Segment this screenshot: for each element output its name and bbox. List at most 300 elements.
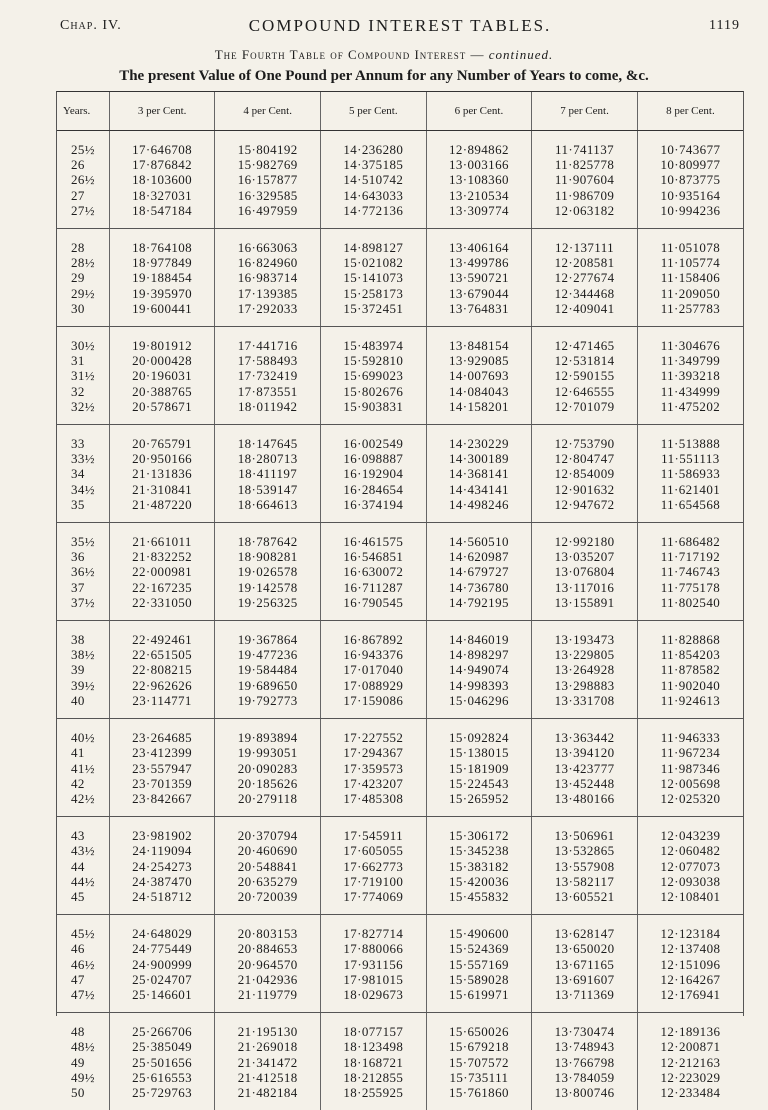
value-3pct: 22·651505 bbox=[109, 647, 215, 662]
value-8pct: 11·586933 bbox=[637, 466, 743, 481]
value-6pct: 15·589028 bbox=[426, 972, 532, 987]
value-6pct: 14·007693 bbox=[426, 368, 532, 383]
value-4pct: 20·884653 bbox=[215, 941, 321, 956]
value-3pct: 20·950166 bbox=[109, 451, 215, 466]
value-6pct: 15·046296 bbox=[426, 693, 532, 719]
value-7pct: 13·730474 bbox=[532, 1013, 638, 1040]
value-4pct: 18·787642 bbox=[215, 523, 321, 550]
page-number: 1119 bbox=[709, 18, 740, 34]
value-5pct: 17·088929 bbox=[321, 678, 427, 693]
value-3pct: 18·764108 bbox=[109, 229, 215, 256]
value-6pct: 15·345238 bbox=[426, 843, 532, 858]
year-cell: 26 bbox=[57, 157, 109, 172]
value-8pct: 12·223029 bbox=[637, 1070, 743, 1085]
value-3pct: 23·842667 bbox=[109, 791, 215, 817]
value-8pct: 12·123184 bbox=[637, 915, 743, 942]
table-row bbox=[57, 549, 743, 564]
value-8pct: 10·809977 bbox=[637, 157, 743, 172]
value-4pct: 21·042936 bbox=[215, 972, 321, 987]
value-7pct: 11·986709 bbox=[532, 188, 638, 203]
value-5pct: 15·021082 bbox=[321, 255, 427, 270]
header-row bbox=[57, 92, 743, 131]
value-8pct: 12·043239 bbox=[637, 817, 743, 844]
value-3pct: 25·501656 bbox=[109, 1055, 215, 1070]
subtitle-main: The Fourth Table of Compound Interest — bbox=[215, 47, 485, 62]
value-6pct: 14·736780 bbox=[426, 580, 532, 595]
value-5pct: 15·592810 bbox=[321, 353, 427, 368]
value-6pct: 15·181909 bbox=[426, 761, 532, 776]
value-4pct: 21·482184 bbox=[215, 1085, 321, 1110]
value-3pct: 19·395970 bbox=[109, 286, 215, 301]
value-8pct: 11·854203 bbox=[637, 647, 743, 662]
value-7pct: 13·298883 bbox=[532, 678, 638, 693]
year-cell: 31 bbox=[57, 353, 109, 368]
value-3pct: 25·266706 bbox=[109, 1013, 215, 1040]
table-row bbox=[57, 172, 743, 187]
value-3pct: 19·600441 bbox=[109, 301, 215, 327]
running-head bbox=[60, 16, 740, 40]
value-7pct: 13·605521 bbox=[532, 889, 638, 915]
value-8pct: 12·005698 bbox=[637, 776, 743, 791]
table-row bbox=[57, 941, 743, 956]
value-7pct: 12·590155 bbox=[532, 368, 638, 383]
value-4pct: 16·983714 bbox=[215, 270, 321, 285]
value-7pct: 13·193473 bbox=[532, 621, 638, 648]
year-cell: 36½ bbox=[57, 564, 109, 579]
chapter-label: Chap. IV. bbox=[60, 18, 122, 34]
value-8pct: 12·176941 bbox=[637, 987, 743, 1013]
value-7pct: 12·344468 bbox=[532, 286, 638, 301]
value-8pct: 10·994236 bbox=[637, 203, 743, 229]
value-5pct: 16·284654 bbox=[321, 482, 427, 497]
value-8pct: 11·717192 bbox=[637, 549, 743, 564]
value-7pct: 12·854009 bbox=[532, 466, 638, 481]
value-3pct: 24·254273 bbox=[109, 859, 215, 874]
year-cell: 25½ bbox=[57, 131, 109, 158]
year-cell: 33 bbox=[57, 425, 109, 452]
value-4pct: 20·279118 bbox=[215, 791, 321, 817]
value-3pct: 21·487220 bbox=[109, 497, 215, 523]
year-cell: 28 bbox=[57, 229, 109, 256]
value-7pct: 13·480166 bbox=[532, 791, 638, 817]
value-3pct: 18·103600 bbox=[109, 172, 215, 187]
value-5pct: 15·699023 bbox=[321, 368, 427, 383]
value-8pct: 10·743677 bbox=[637, 131, 743, 158]
value-8pct: 11·746743 bbox=[637, 564, 743, 579]
year-cell: 49½ bbox=[57, 1070, 109, 1085]
table-row bbox=[57, 451, 743, 466]
table-row bbox=[57, 564, 743, 579]
year-cell: 29½ bbox=[57, 286, 109, 301]
value-6pct: 13·590721 bbox=[426, 270, 532, 285]
value-5pct: 17·662773 bbox=[321, 859, 427, 874]
table-row bbox=[57, 229, 743, 256]
year-cell: 41 bbox=[57, 745, 109, 760]
value-7pct: 12·531814 bbox=[532, 353, 638, 368]
value-6pct: 15·455832 bbox=[426, 889, 532, 915]
table-row bbox=[57, 1085, 743, 1110]
table-row bbox=[57, 761, 743, 776]
value-5pct: 17·981015 bbox=[321, 972, 427, 987]
value-3pct: 23·701359 bbox=[109, 776, 215, 791]
value-4pct: 19·893894 bbox=[215, 719, 321, 746]
year-cell: 37 bbox=[57, 580, 109, 595]
value-6pct: 13·210534 bbox=[426, 188, 532, 203]
value-3pct: 24·775449 bbox=[109, 941, 215, 956]
value-5pct: 17·017040 bbox=[321, 662, 427, 677]
value-8pct: 12·164267 bbox=[637, 972, 743, 987]
value-7pct: 13·532865 bbox=[532, 843, 638, 858]
value-7pct: 13·452448 bbox=[532, 776, 638, 791]
value-6pct: 15·224543 bbox=[426, 776, 532, 791]
table-row bbox=[57, 1070, 743, 1085]
table-row bbox=[57, 1013, 743, 1040]
table-row bbox=[57, 384, 743, 399]
value-8pct: 12·108401 bbox=[637, 889, 743, 915]
table-row bbox=[57, 745, 743, 760]
value-7pct: 12·208581 bbox=[532, 255, 638, 270]
value-5pct: 14·772136 bbox=[321, 203, 427, 229]
col-header-3pct: 3 per Cent. bbox=[109, 92, 215, 131]
table-row bbox=[57, 678, 743, 693]
value-8pct: 12·137408 bbox=[637, 941, 743, 956]
year-cell: 35½ bbox=[57, 523, 109, 550]
value-6pct: 13·679044 bbox=[426, 286, 532, 301]
value-3pct: 22·808215 bbox=[109, 662, 215, 677]
value-4pct: 15·804192 bbox=[215, 131, 321, 158]
table-row bbox=[57, 662, 743, 677]
value-4pct: 18·280713 bbox=[215, 451, 321, 466]
table-row bbox=[57, 270, 743, 285]
value-8pct: 11·924613 bbox=[637, 693, 743, 719]
value-5pct: 18·255925 bbox=[321, 1085, 427, 1110]
col-header-5pct: 5 per Cent. bbox=[321, 92, 427, 131]
value-8pct: 11·434999 bbox=[637, 384, 743, 399]
table-row bbox=[57, 255, 743, 270]
year-cell: 48½ bbox=[57, 1039, 109, 1054]
value-3pct: 23·264685 bbox=[109, 719, 215, 746]
table-row bbox=[57, 399, 743, 425]
value-7pct: 13·557908 bbox=[532, 859, 638, 874]
value-3pct: 20·000428 bbox=[109, 353, 215, 368]
table-row bbox=[57, 1055, 743, 1070]
table-row bbox=[57, 595, 743, 621]
value-6pct: 15·383182 bbox=[426, 859, 532, 874]
year-cell: 35 bbox=[57, 497, 109, 523]
value-5pct: 17·294367 bbox=[321, 745, 427, 760]
value-6pct: 15·265952 bbox=[426, 791, 532, 817]
value-8pct: 11·775178 bbox=[637, 580, 743, 595]
value-6pct: 15·707572 bbox=[426, 1055, 532, 1070]
table-row bbox=[57, 776, 743, 791]
value-8pct: 11·967234 bbox=[637, 745, 743, 760]
value-8pct: 12·200871 bbox=[637, 1039, 743, 1054]
value-5pct: 16·098887 bbox=[321, 451, 427, 466]
value-4pct: 19·993051 bbox=[215, 745, 321, 760]
value-6pct: 14·434141 bbox=[426, 482, 532, 497]
year-cell: 39 bbox=[57, 662, 109, 677]
value-4pct: 18·411197 bbox=[215, 466, 321, 481]
value-8pct: 10·935164 bbox=[637, 188, 743, 203]
value-7pct: 11·741137 bbox=[532, 131, 638, 158]
table-row bbox=[57, 889, 743, 915]
value-7pct: 13·628147 bbox=[532, 915, 638, 942]
value-3pct: 17·646708 bbox=[109, 131, 215, 158]
value-7pct: 13·076804 bbox=[532, 564, 638, 579]
value-5pct: 16·711287 bbox=[321, 580, 427, 595]
value-3pct: 18·547184 bbox=[109, 203, 215, 229]
table-row bbox=[57, 957, 743, 972]
value-7pct: 13·711369 bbox=[532, 987, 638, 1013]
value-5pct: 14·510742 bbox=[321, 172, 427, 187]
value-4pct: 21·195130 bbox=[215, 1013, 321, 1040]
table-row bbox=[57, 131, 743, 158]
value-6pct: 13·003166 bbox=[426, 157, 532, 172]
value-4pct: 17·292033 bbox=[215, 301, 321, 327]
interest-table-frame bbox=[56, 91, 744, 1016]
page-title: COMPOUND INTEREST TABLES. bbox=[60, 16, 740, 36]
value-4pct: 20·803153 bbox=[215, 915, 321, 942]
value-5pct: 16·192904 bbox=[321, 466, 427, 481]
year-cell: 49 bbox=[57, 1055, 109, 1070]
year-cell: 48 bbox=[57, 1013, 109, 1040]
value-4pct: 17·732419 bbox=[215, 368, 321, 383]
year-cell: 42 bbox=[57, 776, 109, 791]
value-5pct: 18·212855 bbox=[321, 1070, 427, 1085]
value-7pct: 12·753790 bbox=[532, 425, 638, 452]
value-7pct: 12·901632 bbox=[532, 482, 638, 497]
value-4pct: 21·341472 bbox=[215, 1055, 321, 1070]
value-4pct: 20·720039 bbox=[215, 889, 321, 915]
value-6pct: 15·650026 bbox=[426, 1013, 532, 1040]
year-cell: 45 bbox=[57, 889, 109, 915]
table-row bbox=[57, 466, 743, 481]
value-7pct: 13·748943 bbox=[532, 1039, 638, 1054]
year-cell: 27 bbox=[57, 188, 109, 203]
value-8pct: 11·802540 bbox=[637, 595, 743, 621]
value-8pct: 11·051078 bbox=[637, 229, 743, 256]
table-row bbox=[57, 188, 743, 203]
year-cell: 33½ bbox=[57, 451, 109, 466]
value-4pct: 18·011942 bbox=[215, 399, 321, 425]
value-4pct: 20·964570 bbox=[215, 957, 321, 972]
value-8pct: 12·233484 bbox=[637, 1085, 743, 1110]
value-7pct: 13·800746 bbox=[532, 1085, 638, 1110]
table-heading: The present Value of One Pound per Annum for any Number of Years to come, &c. bbox=[0, 68, 768, 85]
value-3pct: 22·492461 bbox=[109, 621, 215, 648]
col-header-years: Years. bbox=[57, 92, 109, 131]
table-row bbox=[57, 621, 743, 648]
year-cell: 32½ bbox=[57, 399, 109, 425]
value-4pct: 17·441716 bbox=[215, 327, 321, 354]
value-6pct: 14·998393 bbox=[426, 678, 532, 693]
year-cell: 28½ bbox=[57, 255, 109, 270]
table-row bbox=[57, 368, 743, 383]
value-5pct: 17·880066 bbox=[321, 941, 427, 956]
value-5pct: 17·227552 bbox=[321, 719, 427, 746]
value-4pct: 15·982769 bbox=[215, 157, 321, 172]
value-8pct: 11·621401 bbox=[637, 482, 743, 497]
value-5pct: 17·774069 bbox=[321, 889, 427, 915]
table-row bbox=[57, 203, 743, 229]
value-5pct: 17·827714 bbox=[321, 915, 427, 942]
interest-table bbox=[57, 92, 743, 1110]
value-6pct: 14·898297 bbox=[426, 647, 532, 662]
year-cell: 47½ bbox=[57, 987, 109, 1013]
col-header-6pct: 6 per Cent. bbox=[426, 92, 532, 131]
year-cell: 40 bbox=[57, 693, 109, 719]
value-3pct: 25·024707 bbox=[109, 972, 215, 987]
value-8pct: 11·902040 bbox=[637, 678, 743, 693]
value-5pct: 17·359573 bbox=[321, 761, 427, 776]
value-3pct: 23·412399 bbox=[109, 745, 215, 760]
value-8pct: 11·828868 bbox=[637, 621, 743, 648]
value-6pct: 14·846019 bbox=[426, 621, 532, 648]
value-6pct: 14·679727 bbox=[426, 564, 532, 579]
value-3pct: 25·385049 bbox=[109, 1039, 215, 1054]
value-8pct: 11·209050 bbox=[637, 286, 743, 301]
value-5pct: 18·029673 bbox=[321, 987, 427, 1013]
value-6pct: 13·764831 bbox=[426, 301, 532, 327]
year-cell: 36 bbox=[57, 549, 109, 564]
value-7pct: 13·155891 bbox=[532, 595, 638, 621]
year-cell: 30 bbox=[57, 301, 109, 327]
value-8pct: 11·304676 bbox=[637, 327, 743, 354]
value-8pct: 11·654568 bbox=[637, 497, 743, 523]
table-row bbox=[57, 286, 743, 301]
value-3pct: 20·578671 bbox=[109, 399, 215, 425]
value-6pct: 15·092824 bbox=[426, 719, 532, 746]
subtitle-continued: continued. bbox=[489, 47, 554, 62]
value-3pct: 24·900999 bbox=[109, 957, 215, 972]
value-4pct: 19·367864 bbox=[215, 621, 321, 648]
year-cell: 34 bbox=[57, 466, 109, 481]
value-7pct: 11·825778 bbox=[532, 157, 638, 172]
value-7pct: 12·992180 bbox=[532, 523, 638, 550]
table-row bbox=[57, 157, 743, 172]
value-6pct: 13·406164 bbox=[426, 229, 532, 256]
year-cell: 45½ bbox=[57, 915, 109, 942]
value-3pct: 22·000981 bbox=[109, 564, 215, 579]
value-3pct: 19·188454 bbox=[109, 270, 215, 285]
value-3pct: 22·331050 bbox=[109, 595, 215, 621]
value-6pct: 13·848154 bbox=[426, 327, 532, 354]
value-5pct: 17·719100 bbox=[321, 874, 427, 889]
value-3pct: 21·131836 bbox=[109, 466, 215, 481]
value-5pct: 15·141073 bbox=[321, 270, 427, 285]
table-row bbox=[57, 817, 743, 844]
value-6pct: 12·894862 bbox=[426, 131, 532, 158]
value-8pct: 12·060482 bbox=[637, 843, 743, 858]
value-5pct: 16·374194 bbox=[321, 497, 427, 523]
value-7pct: 12·701079 bbox=[532, 399, 638, 425]
table-row bbox=[57, 843, 743, 858]
value-3pct: 20·765791 bbox=[109, 425, 215, 452]
value-6pct: 14·949074 bbox=[426, 662, 532, 677]
value-3pct: 23·981902 bbox=[109, 817, 215, 844]
value-5pct: 16·002549 bbox=[321, 425, 427, 452]
value-8pct: 12·151096 bbox=[637, 957, 743, 972]
value-6pct: 15·619971 bbox=[426, 987, 532, 1013]
value-5pct: 17·159086 bbox=[321, 693, 427, 719]
value-7pct: 13·766798 bbox=[532, 1055, 638, 1070]
value-7pct: 13·650020 bbox=[532, 941, 638, 956]
value-5pct: 17·931156 bbox=[321, 957, 427, 972]
table-row bbox=[57, 482, 743, 497]
year-cell: 41½ bbox=[57, 761, 109, 776]
table-row bbox=[57, 301, 743, 327]
value-8pct: 11·513888 bbox=[637, 425, 743, 452]
value-6pct: 13·309774 bbox=[426, 203, 532, 229]
table-row bbox=[57, 915, 743, 942]
value-3pct: 20·196031 bbox=[109, 368, 215, 383]
table-row bbox=[57, 647, 743, 662]
value-8pct: 12·093038 bbox=[637, 874, 743, 889]
value-8pct: 12·077073 bbox=[637, 859, 743, 874]
value-6pct: 15·490600 bbox=[426, 915, 532, 942]
year-cell: 44 bbox=[57, 859, 109, 874]
value-4pct: 18·664613 bbox=[215, 497, 321, 523]
table-row bbox=[57, 987, 743, 1013]
value-7pct: 13·784059 bbox=[532, 1070, 638, 1085]
value-6pct: 14·230229 bbox=[426, 425, 532, 452]
value-7pct: 13·331708 bbox=[532, 693, 638, 719]
value-8pct: 12·212163 bbox=[637, 1055, 743, 1070]
table-row bbox=[57, 791, 743, 817]
year-cell: 34½ bbox=[57, 482, 109, 497]
value-7pct: 13·423777 bbox=[532, 761, 638, 776]
value-5pct: 17·545911 bbox=[321, 817, 427, 844]
value-6pct: 15·138015 bbox=[426, 745, 532, 760]
table-row bbox=[57, 1039, 743, 1054]
value-5pct: 16·867892 bbox=[321, 621, 427, 648]
value-5pct: 14·898127 bbox=[321, 229, 427, 256]
value-3pct: 19·801912 bbox=[109, 327, 215, 354]
value-6pct: 14·084043 bbox=[426, 384, 532, 399]
value-6pct: 15·735111 bbox=[426, 1070, 532, 1085]
value-6pct: 14·300189 bbox=[426, 451, 532, 466]
value-7pct: 13·671165 bbox=[532, 957, 638, 972]
year-cell: 43 bbox=[57, 817, 109, 844]
value-7pct: 13·506961 bbox=[532, 817, 638, 844]
year-cell: 29 bbox=[57, 270, 109, 285]
year-cell: 47 bbox=[57, 972, 109, 987]
value-3pct: 18·327031 bbox=[109, 188, 215, 203]
year-cell: 30½ bbox=[57, 327, 109, 354]
value-3pct: 24·648029 bbox=[109, 915, 215, 942]
value-4pct: 21·412518 bbox=[215, 1070, 321, 1085]
value-3pct: 25·729763 bbox=[109, 1085, 215, 1110]
value-3pct: 21·832252 bbox=[109, 549, 215, 564]
table-body bbox=[57, 131, 743, 1110]
value-4pct: 17·139385 bbox=[215, 286, 321, 301]
table-row bbox=[57, 523, 743, 550]
year-cell: 37½ bbox=[57, 595, 109, 621]
table-row bbox=[57, 693, 743, 719]
value-3pct: 22·962626 bbox=[109, 678, 215, 693]
year-cell: 26½ bbox=[57, 172, 109, 187]
year-cell: 38 bbox=[57, 621, 109, 648]
value-4pct: 17·873551 bbox=[215, 384, 321, 399]
value-5pct: 16·461575 bbox=[321, 523, 427, 550]
year-cell: 46½ bbox=[57, 957, 109, 972]
value-5pct: 15·372451 bbox=[321, 301, 427, 327]
value-4pct: 19·026578 bbox=[215, 564, 321, 579]
table-row bbox=[57, 580, 743, 595]
year-cell: 32 bbox=[57, 384, 109, 399]
value-7pct: 12·804747 bbox=[532, 451, 638, 466]
value-7pct: 12·409041 bbox=[532, 301, 638, 327]
